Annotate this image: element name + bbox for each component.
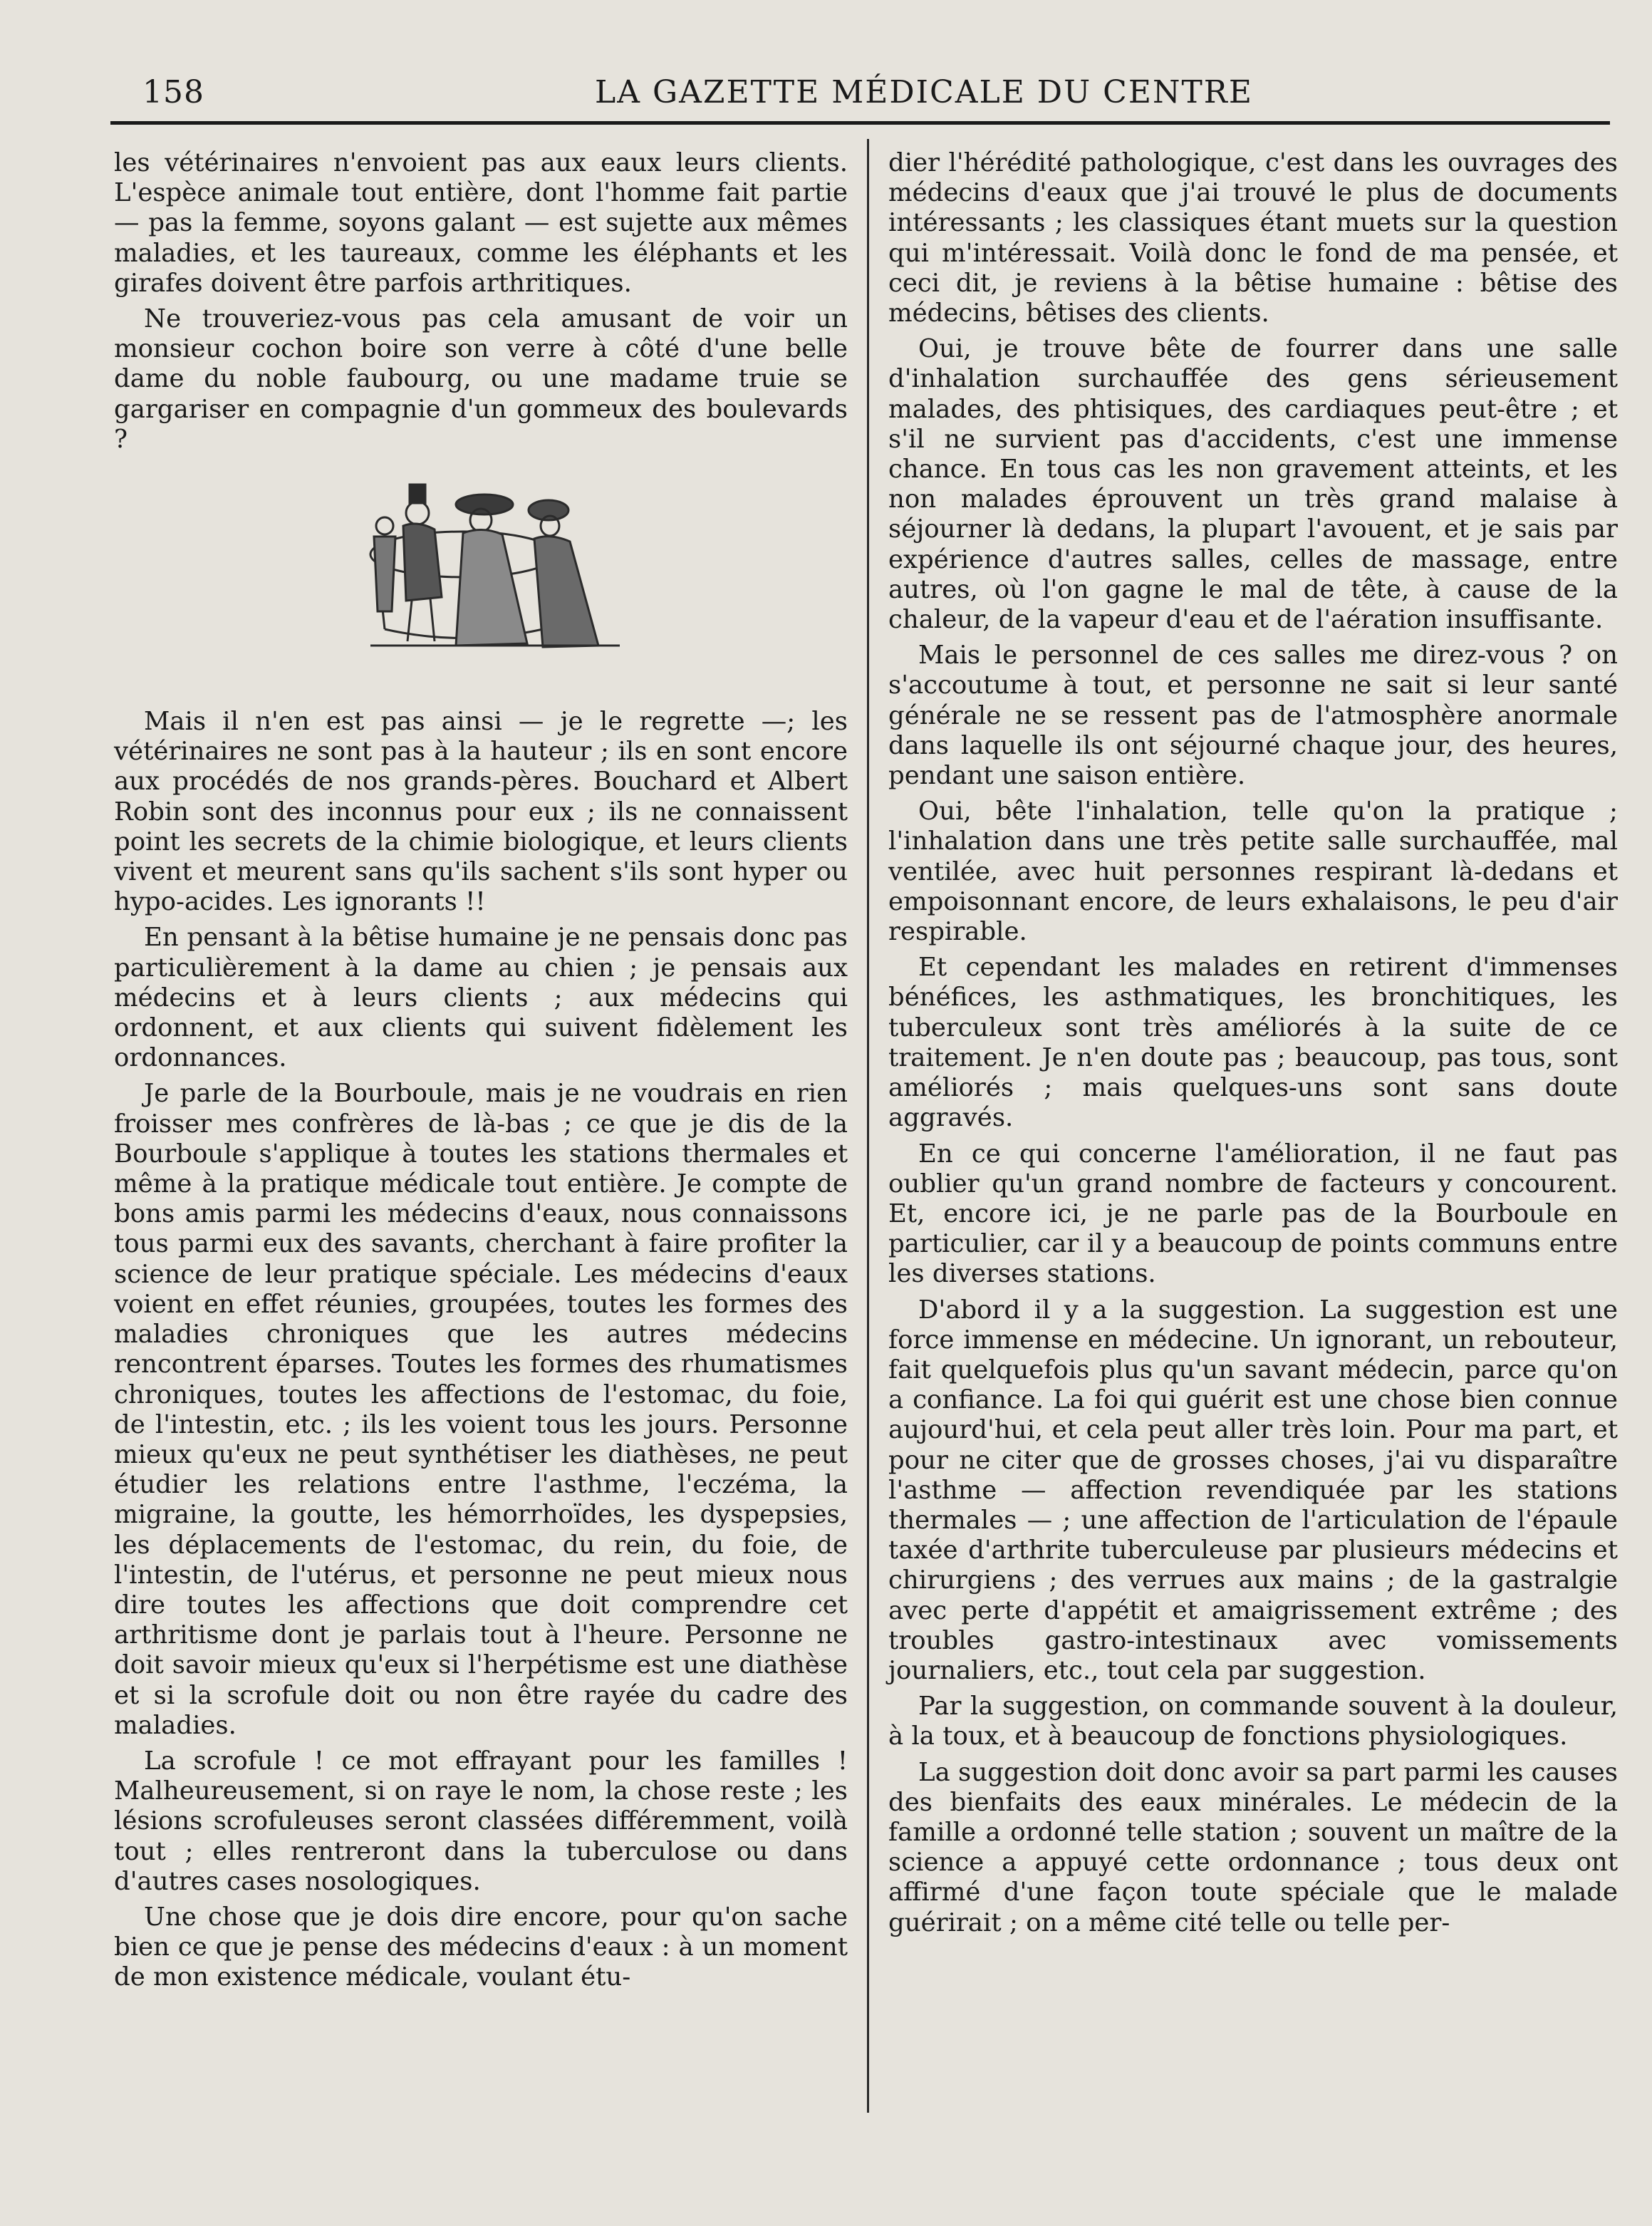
paragraph: dier l'hérédité pathologique, c'est dans les ouvrages des médecins d'eaux que j'ai trouvé le plus de documents intéressants ; les classiques étant muets sur la question qui m'intéressait. Voilà donc le fond de ma pensée, et ceci dit, je reviens à la bêtise humaine : bêtise des médecins, bêtises des clients. — [888, 148, 1618, 328]
left-column — [114, 148, 848, 1999]
paragraph: Ne trouveriez-vous pas cela amusant de voir un monsieur cochon boire son verre à côté d'une belle dame du noble faubourg, ou une madame truie se gargariser en compagnie d'un gommeux des boulevards ? — [114, 304, 848, 454]
paragraph: En ce qui concerne l'amélioration, il ne faut pas oublier qu'un grand nombre de facteurs y concourent. Et, encore ici, je ne parle pas de la Bourboule en particulier, car il y a beaucoup de points communs entre les diverses stations. — [888, 1139, 1618, 1289]
right-column — [888, 148, 1618, 1944]
paragraph: Oui, bête l'inhalation, telle qu'on la pratique ; l'inhalation dans une très petite salle surchauffée, mal ventilée, avec huit personnes respirant là-dedans et empoisonnant encore, de leurs exhalaisons, le peu d'air respirable. — [888, 797, 1618, 947]
paragraph: En pensant à la bêtise humaine je ne pensais donc pas particulièrement à la dame au chien ; je pensais aux médecins et à leurs clients ; aux médecins qui ordonnent, et aux clients qui suivent fidèlement les ordonnances. — [114, 923, 848, 1073]
running-title: LA GAZETTE MÉDICALE DU CENTRE — [595, 74, 1254, 110]
column-divider — [867, 139, 869, 2113]
paragraph: Mais il n'en est pas ainsi — je le regrette —; les vétérinaires ne sont pas à la hauteur ; ils en sont encore aux procédés de nos grands-pères. Bouchard et Albert Robin sont des inconnus pour eux ; ils ne connaissent point les secrets de la chimie biologique, et leurs clients vivent et meurent sans qu'ils sachent s'ils sont hyper ou hypo-acides. Les ignorants !! — [114, 707, 848, 917]
paragraph: les vétérinaires n'envoient pas aux eaux leurs clients. L'espèce animale tout entière, dont l'homme fait partie — pas la femme, soyons galant — est sujette aux mêmes maladies, et les taureaux, comme les éléphants et les girafes doivent être parfois arthritiques. — [114, 148, 848, 298]
page-number: 158 — [142, 74, 204, 110]
paragraph: Mais le personnel de ces salles me direz-vous ? on s'accoutume à tout, et personne ne sait si leur santé générale ne se ressent pas de l'atmosphère anormale dans laquelle ils ont séjourné chaque jour, des heures, pendant une saison entière. — [888, 641, 1618, 791]
paragraph: La scrofule ! ce mot effrayant pour les familles ! Malheureusement, si on raye le nom, la chose reste ; les lésions scrofuleuses seront classées différemment, voilà tout ; elles rentreront dans la tuberculose ou dans d'autres cases nosologiques. — [114, 1746, 848, 1896]
paragraph: Par la suggestion, on commande souvent à la douleur, à la toux, et à beaucoup de fonctions physiologiques. — [888, 1692, 1618, 1751]
paragraph: Et cependant les malades en retirent d'immenses bénéfices, les asthmatiques, les bronchitiques, les tuberculeux sont très améliorés à la suite de ce traitement. Je n'en doute pas ; beaucoup, pas tous, sont améliorés ; mais quelques-uns sont sans doute aggravés. — [888, 953, 1618, 1133]
running-header — [142, 74, 1482, 117]
illustration-engraving — [356, 476, 641, 661]
paragraph: Je parle de la Bourboule, mais je ne voudrais en rien froisser mes confrères de là-bas ; ce que je dis de la Bourboule s'applique à toutes les stations thermales et même à la pratique médicale tout entière. Je compte de bons amis parmi les médecins d'eaux, nous connaissons tous parmi eux des savants, cherchant à faire profiter la science de leur pratique spéciale. Les médecins d'eaux voient en effet réunies, groupées, toutes les formes des maladies chroniques que les autres médecins rencontrent éparses. Toutes les formes des rhumatismes chroniques, toutes les affections de l'estomac, du foie, de l'intestin, etc. ; ils les voient tous les jours. Personne mieux qu'eux ne peut synthétiser les diathèses, ne peut étudier les relations entre l'asthme, l'eczéma, la migraine, la goutte, les hémorrhoïdes, les dyspepsies, les déplacements de l'estomac, du rein, du foie, de l'intestin, de l'utérus, et personne ne peut mieux nous dire toutes les affections que doit comprendre cet arthritisme dont je parlais tout à l'heure. Personne ne doit savoir mieux qu'eux si l'herpétisme est une diathèse et si la scrofule doit ou non être rayée du cadre des maladies. — [114, 1079, 848, 1740]
paragraph: La suggestion doit donc avoir sa part parmi les causes des bienfaits des eaux minérales. Le médecin de la famille a ordonné telle station ; souvent un maître de la science a appuyé cette ordonnance ; tous deux ont affirmé d'une façon toute spéciale que le malade guérirait ; on a même cité telle ou telle per- — [888, 1757, 1618, 1937]
paragraph: D'abord il y a la suggestion. La suggestion est une force immense en médecine. Un ignorant, un rebouteur, fait quelquefois plus qu'un savant médecin, parce qu'on a confiance. La foi qui guérit est une chose bien connue aujourd'hui, et cela peut aller très loin. Pour ma part, et pour ne citer que de grosses choses, j'ai vu disparaître l'asthme — affection revendiquée par les stations thermales — ; une affection de l'articulation de l'épaule taxée d'arthrite tuberculeuse par plusieurs médecins et chirurgiens ; des verrues aux mains ; de la gastralgie avec perte d'appétit et amaigrissement extrême ; des troubles gastro-intestinaux avec vomissements journaliers, etc., tout cela par suggestion. — [888, 1295, 1618, 1685]
paragraph: Oui, je trouve bête de fourrer dans une salle d'inhalation surchauffée des gens sérieusement malades, des phtisiques, des cardiaques peut-être ; et s'il ne survient pas d'accidents, c'est une immense chance. En tous cas les non gravement atteints, et les non malades éprouvent un très grand malaise à séjourner là dedans, la plupart l'avouent, et je sais par expérience d'autres salles, celles de massage, entre autres, où l'on gagne le mal de tête, à cause de la chaleur, de la vapeur d'eau et de l'aération insuffisante. — [888, 334, 1618, 635]
paragraph: Une chose que je dois dire encore, pour qu'on sache bien ce que je pense des médecins d'eaux : à un moment de mon existence médicale, voulant étu- — [114, 1902, 848, 1992]
header-rule — [110, 121, 1610, 125]
